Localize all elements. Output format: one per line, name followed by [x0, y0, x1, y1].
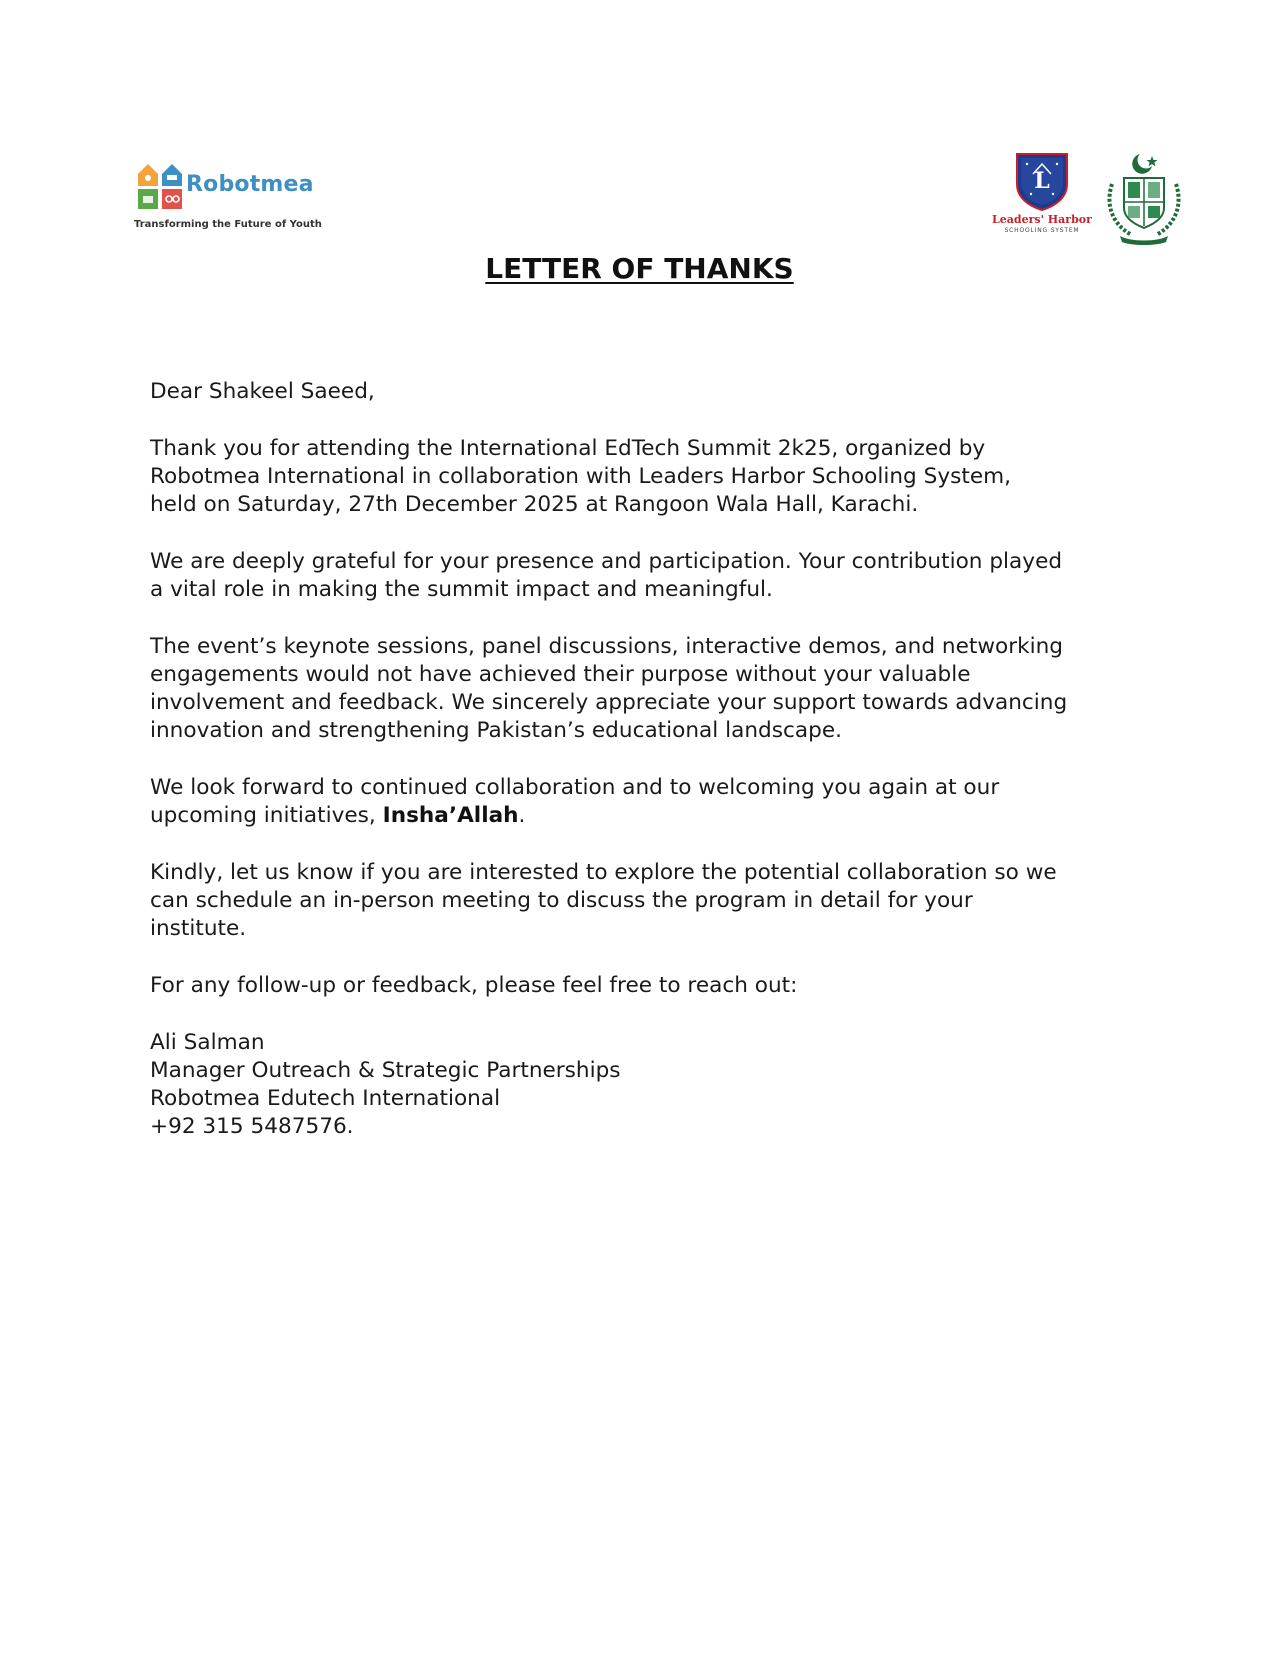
paragraph-event: The event’s keynote sessions, panel discussions, interactive demos, and networking engagements would not have achieved their purpose without your valuable involvement and feedback. We sincerely appreciate your support towards advancing innovation and strengthening Pakistan’s educational landscape.	[150, 634, 1068, 743]
paragraph-contact: For any follow-up or feedback, please feel free to reach out:	[150, 973, 798, 998]
signatory-organization: Robotmea Edutech International	[150, 1086, 501, 1111]
signatory-role: Manager Outreach & Strategic Partnerships	[150, 1058, 621, 1083]
insha-allah-bold: Insha’Allah	[382, 803, 519, 828]
paragraph-meeting: Kindly, let us know if you are interested to explore the potential collaboration so we can schedule an in-person meeting to discuss the program in detail for your institute.	[150, 860, 1057, 941]
salutation: Dear Shakeel Saeed,	[150, 379, 375, 404]
paragraph-gratitude: We are deeply grateful for your presence and participation. Your contribution played a vital role in making the summit impact and meaningful.	[150, 549, 1063, 602]
robotmea-logo	[134, 158, 322, 234]
page-title: LETTER OF THANKS	[485, 252, 794, 285]
state-emblem-icon	[1100, 150, 1188, 246]
paragraph-future: We look forward to continued collaboration and to welcoming you again at our upcoming initiatives, Insha’Allah.	[150, 775, 1000, 828]
robotmea-brand-name: Robotmea	[186, 172, 314, 197]
signature-block	[150, 1029, 1150, 1141]
robotmea-tagline: Transforming the Future of Youth	[134, 219, 322, 230]
signatory-name: Ali Salman	[150, 1030, 265, 1055]
robotmea-logo-mark-icon	[134, 158, 188, 214]
signatory-phone: +92 315 5487576.	[150, 1114, 354, 1139]
letter-body	[150, 378, 1150, 1170]
leaders-harbor-name: Leaders' Harbor	[992, 213, 1092, 226]
leaders-harbor-logo	[990, 150, 1094, 236]
leaders-harbor-subtitle: SCHOOLING SYSTEM	[1004, 227, 1080, 234]
paragraph-attendance: Thank you for attending the International EdTech Summit 2k25, organized by Robotmea International in collaboration with Leaders Harbor Schooling System, held on Saturday, 27th December 2025 at Rangoon Wala Hall, Karachi.	[150, 436, 1012, 517]
svg-text:L: L	[1034, 168, 1050, 194]
leaders-harbor-shield-icon	[1011, 150, 1073, 212]
